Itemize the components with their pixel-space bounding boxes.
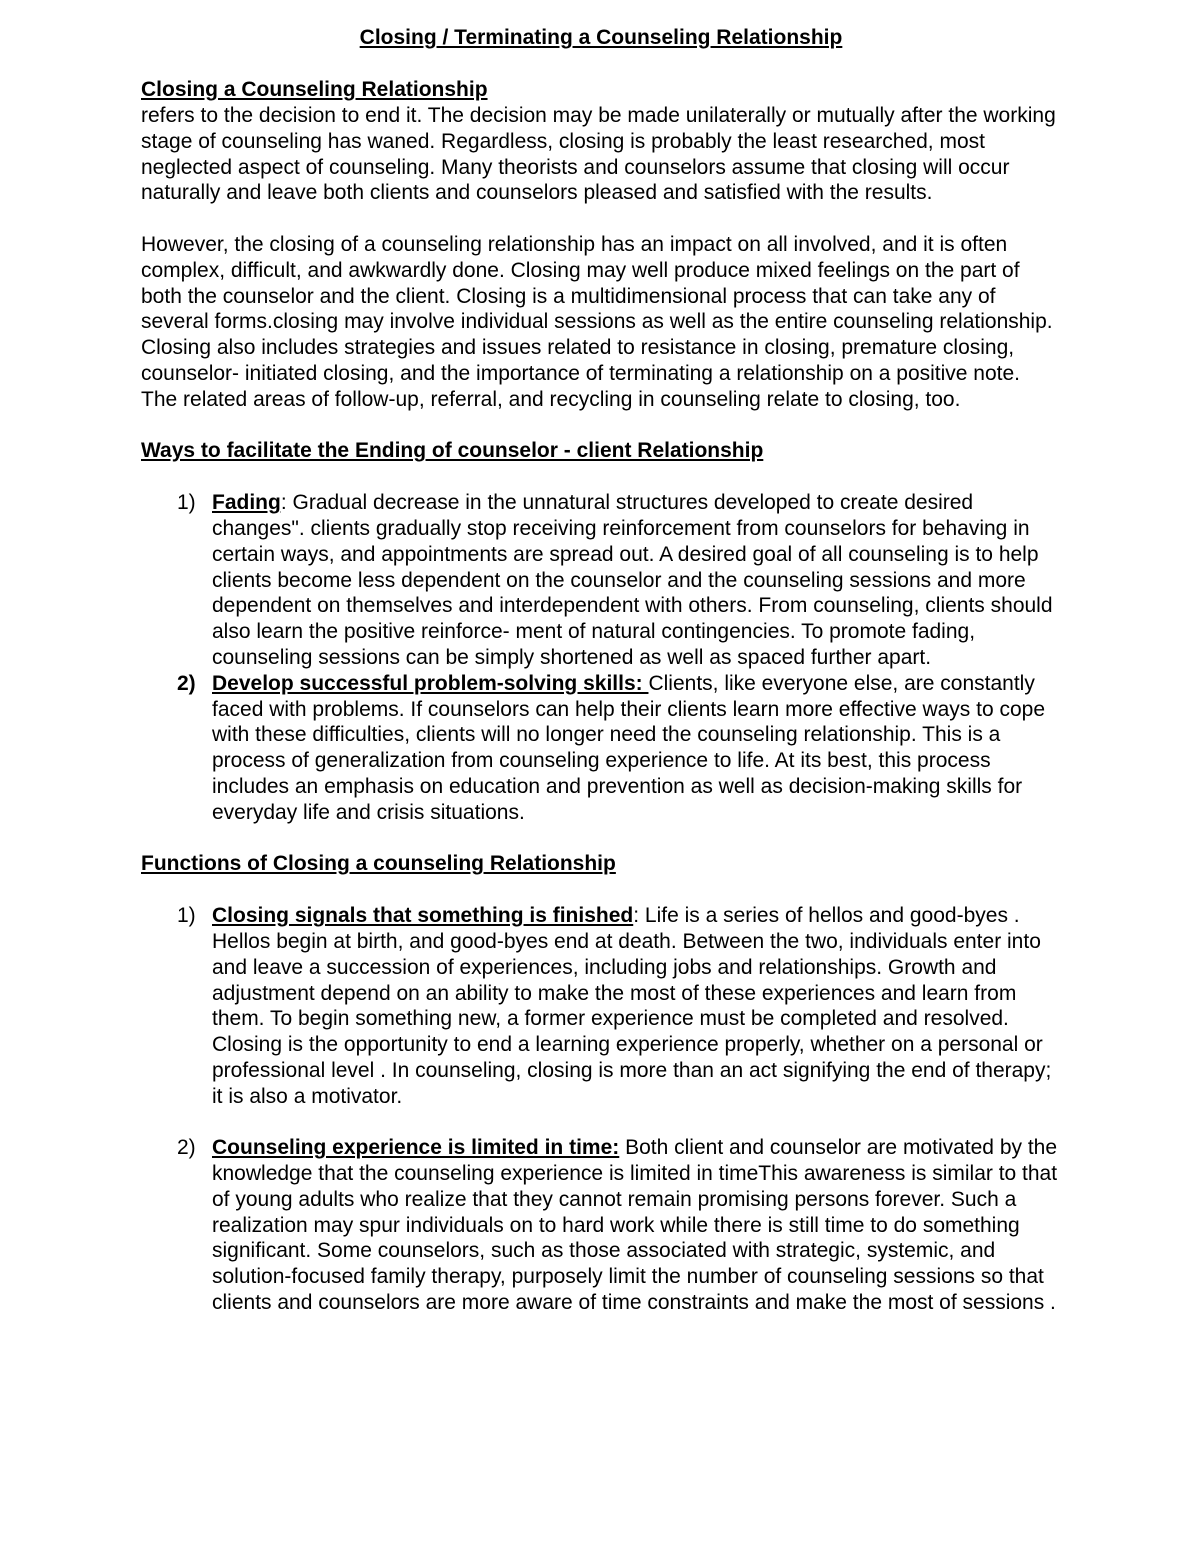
- spacer: [141, 826, 1061, 852]
- spacer: [141, 413, 1061, 439]
- spacer: [141, 206, 1061, 232]
- list-text: Both client and counselor are motivated by the knowledge that the counseling experience is limited in timeThis awareness is similar to that of young adults who realize that they cannot remain promising persons forever. Such a realization may spur individuals on to hard work while there is still time to do something significant. Some counselors, such as those associated with strategic, systemic, and solution-focused family therapy, purposely limit the number of counseling sessions so that clients and counselors are more aware of time constraints and make the most of sessions .: [212, 1136, 1058, 1315]
- list-text: Clients, like everyone else, are constantly faced with problems. If counselors can help their clients learn more effective ways to cope with these difficulties, clients will no longer need the counseling relationship. This is a process of generalization from counseling experience to life. At its best, this process includes an emphasis on education and prevention as well as decision-making skills for everyday life and crisis situations.: [212, 671, 1046, 824]
- list-term: Counseling experience is limited in time:: [212, 1136, 620, 1160]
- list-text: : Gradual decrease in the unnatural structures developed to create desired changes". clients gradually stop receiving reinforcement from counselors for behaving in certain ways, and appointments are spread out. A desired goal of all counseling is to help clients become less dependent on the counselor and the counseling sessions and more dependent on themselves and interdependent with others. From counseling, clients should also learn the positive reinforce- ment of natural contingencies. To promote fading, counseling sessions can be simply shortened as well as spaced further apart.: [212, 491, 1053, 669]
- ways-list: [141, 490, 1061, 825]
- list-item-limited-time: [141, 1135, 1061, 1316]
- section-heading-closing: Closing a Counseling Relationship: [141, 78, 488, 101]
- list-term: Fading: [212, 491, 281, 515]
- section-heading-ways: Ways to facilitate the Ending of counselor - client Relationship: [141, 439, 764, 463]
- functions-list: [141, 903, 1061, 1109]
- list-term: Develop successful problem-solving skills:: [212, 671, 649, 695]
- paragraph-impact: However, the closing of a counseling relationship has an impact on all involved, and it is often complex, difficult, and awkwardly done. Closing may well produce mixed feelings on the part of both the counselor and the client. Closing is a multidimensional process that can take any of several forms.closing may involve individual sessions as well as the entire counseling relationship. Closing also includes strategies and issues related to resistance in closing, premature closing, counselor- initiated closing, and the importance of terminating a relationship on a positive note. The related areas of follow-up, referral, and recycling in counseling relate to closing, too.: [141, 232, 1053, 411]
- list-item-problem-solving: [141, 671, 1061, 826]
- section-heading-functions: Functions of Closing a counseling Relationship: [141, 852, 616, 876]
- functions-list-continued: [141, 1135, 1061, 1316]
- spacer: [141, 464, 1061, 490]
- list-number: 2): [177, 671, 196, 695]
- list-term: Closing signals that something is finished: [212, 904, 634, 928]
- list-item-signals: [141, 903, 1061, 1109]
- spacer: [141, 51, 1061, 77]
- list-number: 1): [177, 904, 196, 928]
- document-body: [141, 25, 1061, 1316]
- list-number: 2): [177, 1136, 196, 1160]
- list-text: : Life is a series of hellos and good-byes . Hellos begin at birth, and good-byes end at death. Between the two, individuals enter into and leave a succession of experiences, including jobs and relationships. Growth and adjustment depend on an ability to make the most of these experiences and learn from them. To begin something new, a former experience must be completed and resolved. Closing is the opportunity to end a learning experience properly, whether on a personal or professional level . In counseling, closing is more than an act signifying the end of therapy; it is also a motivator.: [212, 904, 1052, 1108]
- spacer: [141, 1109, 1061, 1135]
- document-title: Closing / Terminating a Counseling Relationship: [359, 26, 843, 49]
- list-item-fading: [141, 490, 1061, 671]
- paragraph-definition: refers to the decision to end it. The decision may be made unilaterally or mutually after the working stage of counseling has waned. Regardless, closing is probably the least researched, most neglected aspect of counseling. Many theorists and counselors assume that closing will occur naturally and leave both clients and counselors pleased and satisfied with the results.: [141, 104, 1056, 205]
- spacer: [141, 877, 1061, 903]
- list-number: 1): [177, 491, 196, 515]
